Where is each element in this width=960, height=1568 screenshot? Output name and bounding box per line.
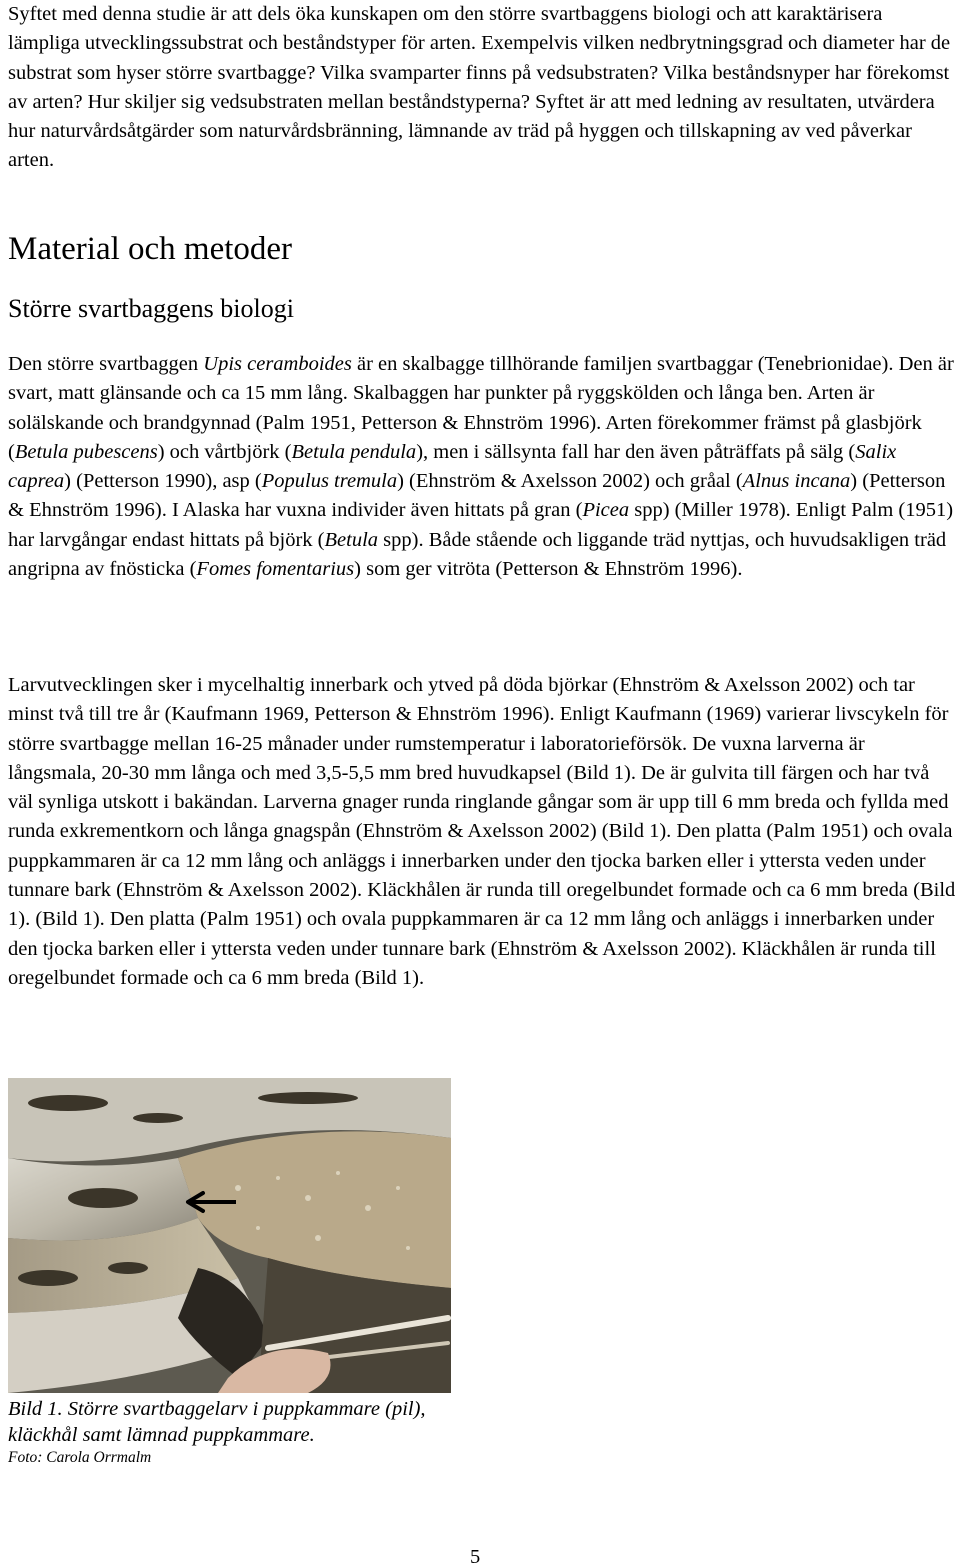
- figure-caption: [8, 1396, 468, 1468]
- larva-photo: [8, 1078, 451, 1393]
- page-number: 5: [470, 1546, 481, 1568]
- larva-paragraph: Larvutvecklingen sker i mycelhaltig innerbark och ytved på döda björkar (Ehnström & Axelsson 2002) och tar minst två till tre år (Kaufmann 1969, Petterson & Ehnström 1996). Enligt Kaufmann (1969) varierar livscykeln för större svartbagge mellan 16-25 månader under rumstemperatur i laboratorieförsök. De vuxna larverna är långsmala, 20-30 mm långa och med 3,5-5,5 mm bred huvudkapsel (Bild 1). De är gulvita till färgen och har två väl synliga utskott i bakändan. Larverna gnager runda ringlande gångar som är upp till 6 mm breda och fyllda med runda exkrementkorn och långa gnagspån (Ehnström & Axelsson 2002) (Bild 1). Den platta (Palm 1951) och ovala puppkammaren är ca 12 mm lång och anläggs i innerbarken under den tjocka barken eller i yttersta veden under tunnare bark (Ehnström & Axelsson 2002). Kläckhålen är runda till oregelbundet formade och ca 6 mm breda (Bild 1). (Bild 1). Den platta (Palm 1951) och ovala puppkammaren är ca 12 mm lång och anläggs i innerbarken under den tjocka barken eller i yttersta veden under tunnare bark (Ehnström & Axelsson 2002). Kläckhålen är runda till oregelbundet formade och ca 6 mm breda (Bild 1).: [8, 674, 956, 989]
- caption-text: Bild 1. Större svartbaggelarv i puppkammare (pil), kläckhål samt lämnad puppkammare.: [8, 1398, 426, 1446]
- document-page: [8, 0, 956, 1466]
- photo-credit: Foto: Carola Orrmalm: [8, 1449, 152, 1466]
- intro-paragraph: Syftet med denna studie är att dels öka kunskapen om den större svartbaggens biologi och att karaktärisera lämpliga utvecklingssubstrat och beståndstyper för arten. Exempelvis vilken nedbrytningsgrad och diameter har de substrat som hyser större svartbagge? Vilka svamparter finns på vedsubstraten? Vilka beståndsnyper har förekomst av arten? Hur skiljer sig vedsubstraten mellan beståndstyperna? Syftet är att med ledning av resultaten, utvärdera hur naturvårdsåtgärder som naturvårdsbränning, lämnande av träd på hyggen och tillskapning av ved påverkar arten.: [8, 3, 951, 172]
- photo-illustration: [8, 1078, 451, 1393]
- subsection-heading: Större svartbaggens biologi: [8, 294, 294, 323]
- biology-paragraph: Den större svartbaggen Upis ceramboides är en skalbagge tillhörande familjen svartbaggar (Tenebrionidae). Den är svart, matt glänsande och ca 15 mm lång. Skalbaggen har punkter på ryggskölden och långa ben. Arten är solälskande och brandgynnad (Palm 1951, Petterson & Ehnström 1996). Arten förekommer främst på glasbjörk (Betula pubescens) och vårtbjörk (Betula pendula), men i sällsynta fall har den även påträffats på sälg (Salix caprea) (Petterson 1990), asp (Populus tremula) (Ehnström & Axelsson 2002) och gråal (Alnus incana) (Petterson & Ehnström 1996). I Alaska har vuxna individer även hittats på gran (Picea spp) (Miller 1978). Enligt Palm (1951) har larvgångar endast hittats på björk (Betula spp). Både stående och liggande träd nyttjas, och huvudsakligen träd angripna av fnösticka (Fomes fomentarius) som ger vitröta (Petterson & Ehnström 1996).: [8, 353, 954, 581]
- section-heading: Material och metoder: [8, 231, 293, 267]
